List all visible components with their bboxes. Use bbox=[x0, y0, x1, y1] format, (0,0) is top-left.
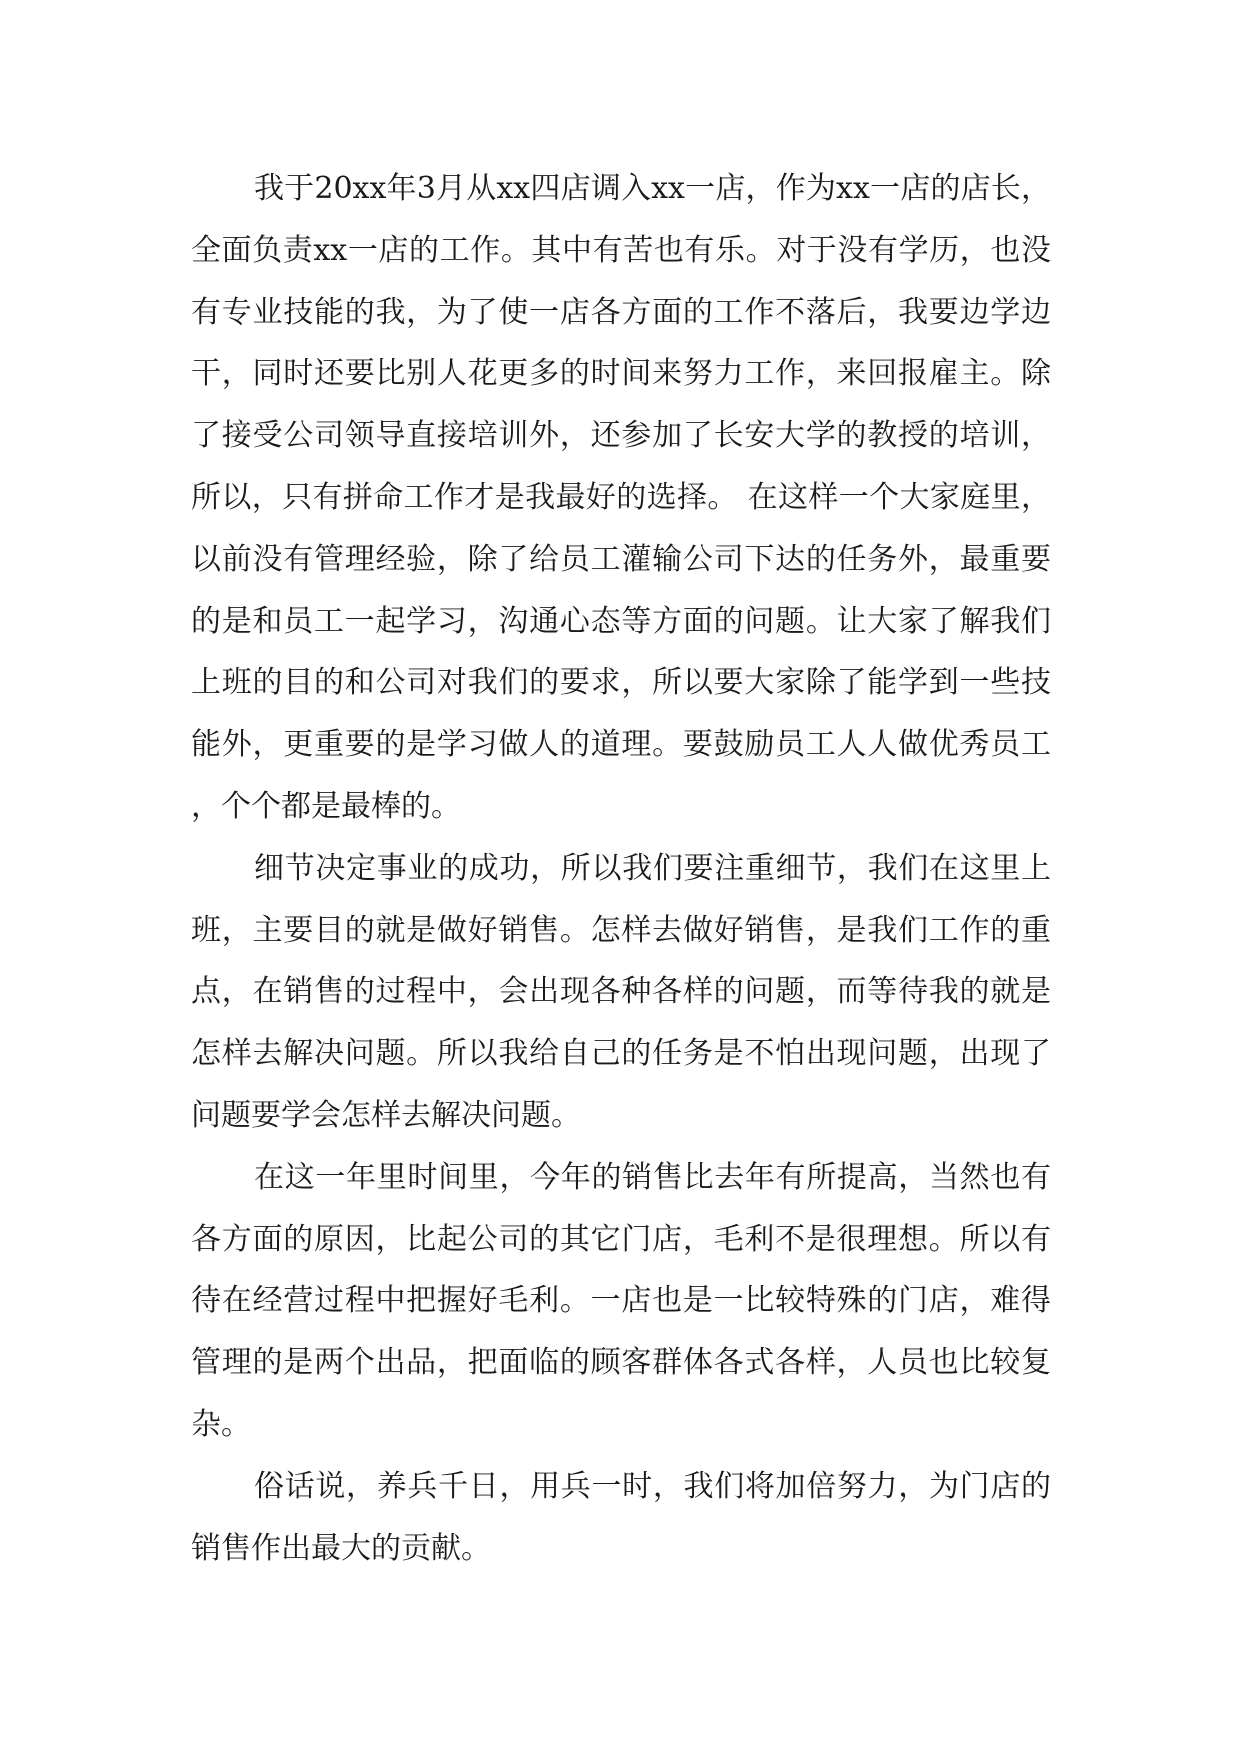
paragraph-1: 我于20xx年3月从xx四店调入xx一店，作为xx一店的店长，全面负责xx一店的工作。其中有苦也有乐。对于没有学历，也没有专业技能的我，为了使一店各方面的工作不落后，我要边学边干，同时还要比别人花更多的时间来努力工作，来回报雇主。除了接受公司领导直接培训外，还参加了长安大学的教授的培训，所以，只有拼命工作才是我最好的选择。 在这样一个大家庭里，以前没有管理经验，除了给员工灌输公司下达的任务外，最重要的是和员工一起学习，沟通心态等方面的问题。让大家了解我们上班的目的和公司对我们的要求，所以要大家除了能学到一些技能外，更重要的是学习做人的道理。要鼓励员工人人做优秀员工，个个都是最棒的。 bbox=[191, 171, 1051, 824]
paragraph-3: 在这一年里时间里，今年的销售比去年有所提高，当然也有各方面的原因，比起公司的其它门店，毛利不是很理想。所以有待在经营过程中把握好毛利。一店也是一比较特殊的门店，难得管理的是两个出品，把面临的顾客群体各式各样，人员也比较复杂。 bbox=[191, 1159, 1051, 1442]
paragraph-2: 细节决定事业的成功，所以我们要注重细节，我们在这里上班，主要目的就是做好销售。怎样去做好销售，是我们工作的重点，在销售的过程中，会出现各种各样的问题，而等待我的就是怎样去解决问题。所以我给自己的任务是不怕出现问题，出现了问题要学会怎样去解决问题。 bbox=[191, 850, 1051, 1133]
document-body bbox=[191, 158, 1051, 1579]
paragraph-4: 俗话说，养兵千日，用兵一时，我们将加倍努力，为门店的销售作出最大的贡献。 bbox=[191, 1468, 1051, 1566]
